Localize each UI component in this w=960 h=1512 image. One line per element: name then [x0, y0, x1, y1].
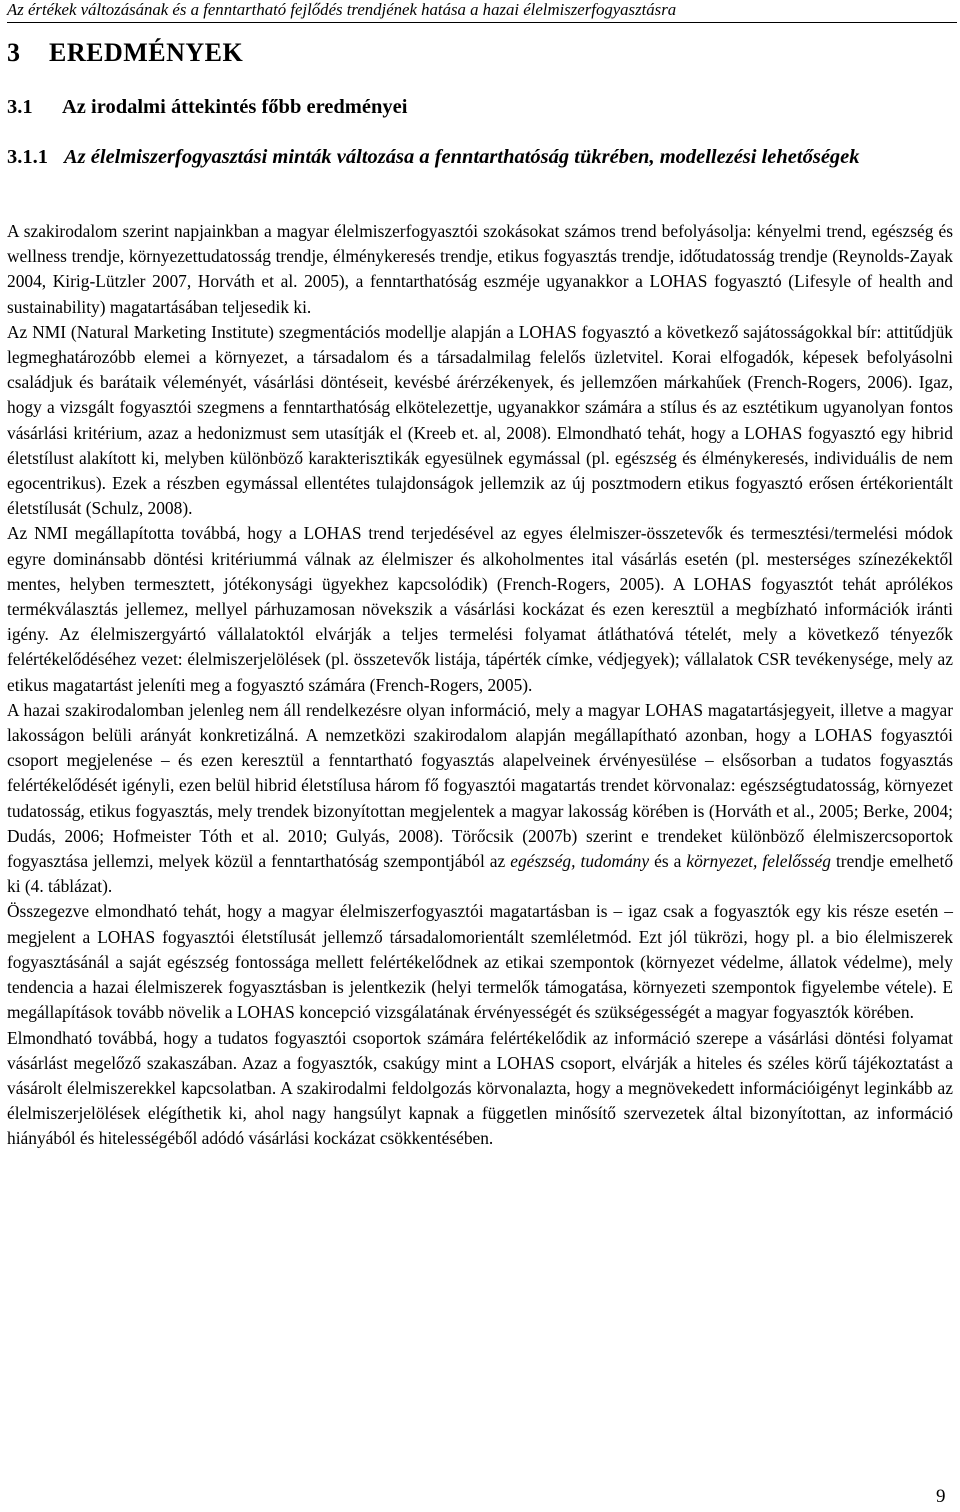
trend-emphasis: környezet, felelősség — [686, 851, 831, 872]
body-text — [7, 219, 953, 1152]
paragraph: Összegezve elmondható tehát, hogy a magyar élelmiszerfogyasztói magatartásban is – igaz csak a fogyasztók egy kis része esetén – megjelent a LOHAS fogyasztói életstílusát jellemző társadalomorientált szemléletmód. Ezt jól tükrözi, hogy pl. a bio élelmiszerek fogyasztásánál a saját egészség fontossága mellett felértékelődnek az etikai szempontok (környezet védelme, állatok védelme), mely tendencia a hazai élelmiszerek fogyasztásban is jelentkezik (helyi termelők támogatása, környezeti szempontok figyelembe vétele). E megállapítások tovább növelik a LOHAS koncepció vizsgálatának érvényességét és szükségességét a magyar fogyasztók körében. — [7, 901, 953, 1023]
section-number: 3 — [7, 38, 21, 67]
page-number: 9 — [936, 1486, 946, 1507]
section-heading — [7, 38, 243, 68]
subsection-title: Az irodalmi áttekintés főbb eredményei — [62, 96, 408, 118]
paragraph-text: trendje emelhető ki (4. táblázat). — [7, 851, 954, 897]
subsubsection-title: Az élelmiszerfogyasztási minták változása a fenntarthatóság tükrében, modellezési lehetőségek — [64, 146, 860, 168]
paragraph-text: A hazai szakirodalomban jelenleg nem áll rendelkezésre olyan információ, mely a magyar LOHAS magatartásjegyeit, illetve a magyar lakosságon belüli arányát konkretizálná. A nemzetközi szakirodalom alapján megállapítható azonban, hogy a LOHAS fogyasztói csoport megjelenése – és ezen keresztül a fenntartható fogyasztás alapelveinek érvényesülése – elsősorban a tudatos fogyasztás felértékelődését igényli, ezen belül hibrid életstílusa három fő fogyasztói magatartás trendet körvonalaz: egészségtudatosság, környezet tudatosság, etikus fogyasztás, mely trendek bizonyítottan megjelentek a magyar lakosság körében is (Horváth et al., 2005; Berke, 2004; Dudás, 2006; Hofmeister Tóth et al. 2010; Gulyás, 2008). Törőcsik (2007b) szerint e trendeket különböző élelmiszercsoportok fogyasztása jellemzi, melyek közül a fenntarthatóság szempontjából az — [7, 699, 953, 872]
paragraph: Az NMI (Natural Marketing Institute) szegmentációs modellje alapján a LOHAS fogyasztó a következő sajátosságokkal bír: attitűdjük legmeghatározóbb elemei a környezet, a társadalom és a társadalmilag felelős üzletvitel. Korai elfogadók, képesek befolyásolni családjuk és barátaik véleményét, vásárlási döntéseit, kevésbé árérzékenyek, és jellemzően márkahűek (French-Rogers, 2006). Igaz, hogy a vizsgált fogyasztói szegmens a fenntarthatóság elkötelezettje, ugyanakkor számára a stílus és az esztétikum ugyanolyan fontos vásárlási kritérium, azaz a hedonizmust sem utasítják el (Kreeb et. al, 2008). Elmondható tehát, hogy a LOHAS fogyasztó egy hibrid életstílust alakított ki, melyben különböző karakterisztikák egyesülnek egymással (pl. egészség és élménykeresés, individuális de nem egocentrikus). Ezek a részben egymással ellentétes tulajdonságok jellemzik az új posztmodern etikus fogyasztó erősen értékorientált életstílusát (Schulz, 2008). — [7, 321, 953, 519]
subsection-number: 3.1 — [7, 96, 33, 118]
subsection-heading — [7, 96, 407, 119]
subsubsection-heading — [7, 146, 953, 169]
paragraph: Elmondható továbbá, hogy a tudatos fogyasztói csoportok számára felértékelődik az információ szerepe a vásárlási döntési folyamat vásárlást megelőző szakaszában. Azaz a fogyasztók, csakúgy mint a LOHAS csoport, elvárják a hiteles és széles körű tájékoztatást a vásárolt élelmiszerekkel kapcsolatban. A szakirodalmi feldolgozás körvonalazta, hogy a megnövekedett információigényt leginkább az élelmiszerjelölések elégíthetik ki, ahol nagy hangsúlyt kapnak a független minősítő szervezetek által bizonyítottan, az információ hiányából és hitelességéből adódó vásárlási kockázat csökkentésében. — [7, 1027, 953, 1149]
paragraph-text: és a — [649, 851, 687, 872]
running-header: Az értékek változásának és a fenntartható fejlődés trendjének hatása a hazai élelmiszerfogyasztásra — [7, 0, 957, 23]
section-title: EREDMÉNYEK — [49, 38, 244, 67]
trend-emphasis: egészség, tudomány — [510, 851, 650, 872]
paragraph: A szakirodalom szerint napjainkban a magyar élelmiszerfogyasztói szokásokat számos trend befolyásolja: kényelmi trend, egészség és wellness trendje, környezettudatosság trendje, élménykeresés trendje, etikus fogyasztás trendje, időtudatosság trendje (Reynolds-Zayak 2004, Kirig-Lützler 2007, Horváth et al. 2005), a fenntarthatóság eszméje ugyanakkor a LOHAS fogyasztó (Lifesyle of health and sustainability) magatartásában teljesedik ki. — [7, 221, 953, 317]
paragraph: Az NMI megállapította továbbá, hogy a LOHAS trend terjedésével az egyes élelmiszer-összetevők és termesztési/termelési módok egyre dominánsabb döntési kritériummá válnak az élelmiszer és alkoholmentes ital vásárlás esetén (pl. mesterséges színezékektől mentes, helyben termesztett, jótékonysági ügyekhez kapcsolódik) (French-Rogers, 2005). A LOHAS fogyasztót tehát aprólékos termékválasztás jellemez, mellyel párhuzamosan növekszik a vásárlási kockázat és ezen keresztül a megbízható információk iránti igény. Az élelmiszergyártó vállalatoktól elvárják a teljes termelési folyamat átláthatóvá tételét, mely a következő tényezők felértékelődéséhez vezet: élelmiszerjelölések (pl. összetevők listája, tápérték címke, védjegyek); vállalatok CSR tevékenysége, mely az etikus magatartást jeleníti meg a fogyasztó számára (French-Rogers, 2005). — [7, 523, 953, 695]
subsubsection-number: 3.1.1 — [7, 146, 48, 168]
paragraph — [7, 698, 953, 900]
